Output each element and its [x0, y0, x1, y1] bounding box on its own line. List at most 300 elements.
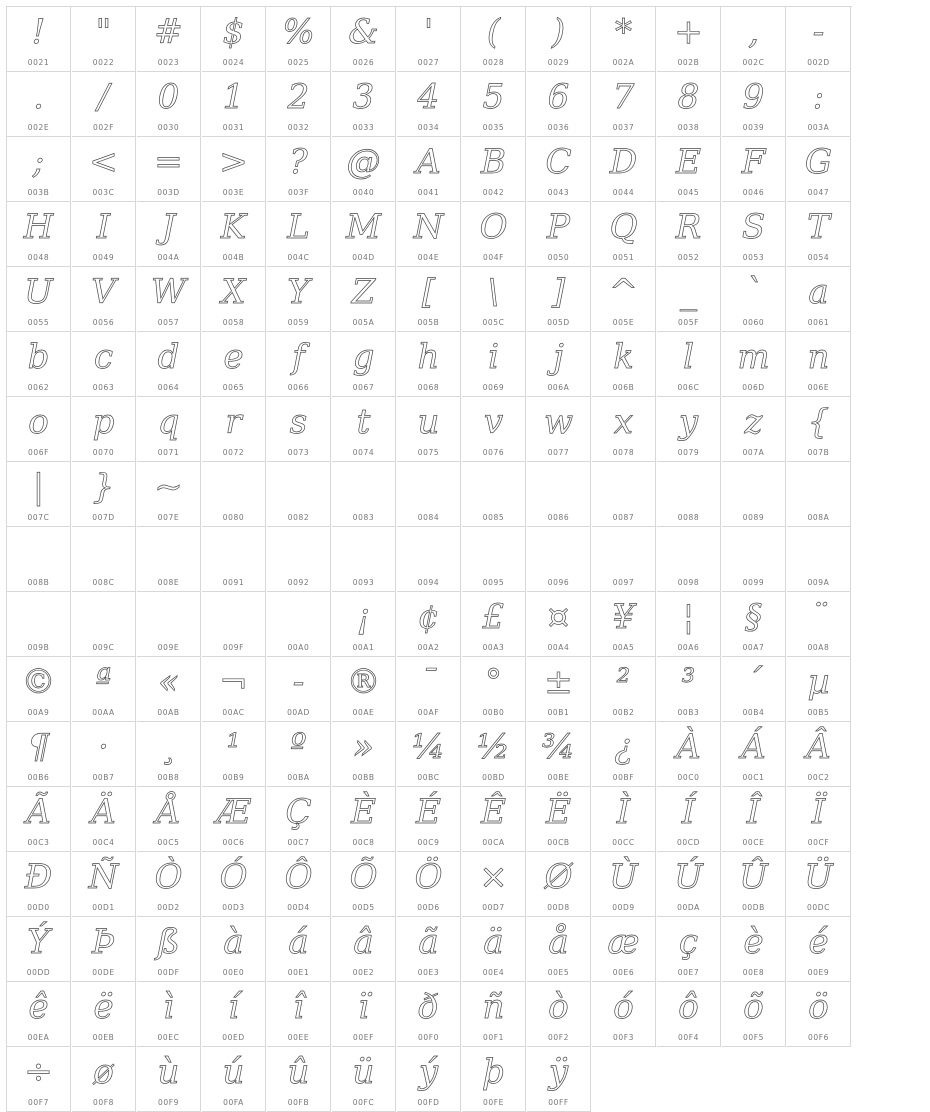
- glyph-cell[interactable]: [137, 527, 201, 592]
- glyph-cell[interactable]: [592, 527, 656, 592]
- glyph-cell[interactable]: [397, 527, 461, 592]
- glyph-cell[interactable]: [397, 722, 461, 787]
- glyph-cell[interactable]: [397, 72, 461, 137]
- glyph-codepoint: 0073: [287, 448, 310, 457]
- glyph-cell[interactable]: [72, 1047, 136, 1112]
- glyph-cell[interactable]: [7, 267, 71, 332]
- glyph-preview: ß: [157, 922, 180, 962]
- glyph-codepoint: 0039: [742, 123, 765, 132]
- glyph-cell[interactable]: [202, 592, 266, 657]
- glyph-codepoint: 0064: [157, 383, 180, 392]
- glyph-preview: M: [346, 207, 381, 247]
- glyph-cell[interactable]: [397, 7, 461, 72]
- glyph-cell[interactable]: [592, 137, 656, 202]
- glyph-codepoint: 00B9: [222, 773, 245, 782]
- glyph-cell[interactable]: [527, 722, 591, 787]
- glyph-cell[interactable]: [462, 592, 526, 657]
- glyph-cell[interactable]: [592, 592, 656, 657]
- glyph-preview: C: [545, 142, 572, 182]
- glyph-cell[interactable]: [592, 982, 656, 1047]
- glyph-cell[interactable]: [72, 462, 136, 527]
- glyph-preview: q: [157, 402, 180, 442]
- glyph-cell[interactable]: [462, 1047, 526, 1112]
- glyph-cell[interactable]: [72, 657, 136, 722]
- glyph-cell[interactable]: [462, 917, 526, 982]
- glyph-preview: Ó: [219, 857, 248, 897]
- glyph-cell[interactable]: [787, 787, 851, 852]
- glyph-codepoint: 0045: [677, 188, 700, 197]
- glyph-cell[interactable]: [657, 72, 721, 137]
- glyph-cell[interactable]: [527, 592, 591, 657]
- glyph-codepoint: 007C: [27, 513, 50, 522]
- glyph-cell[interactable]: [202, 7, 266, 72]
- glyph-codepoint: 00E7: [677, 968, 700, 977]
- glyph-cell[interactable]: [267, 527, 331, 592]
- glyph-cell[interactable]: [397, 982, 461, 1047]
- glyph-codepoint: 00B6: [27, 773, 50, 782]
- glyph-codepoint: 0051: [612, 253, 635, 262]
- glyph-codepoint: 00C2: [807, 773, 830, 782]
- glyph-cell[interactable]: [462, 462, 526, 527]
- glyph-preview: ¹: [226, 727, 241, 767]
- glyph-preview: &: [348, 12, 379, 52]
- glyph-cell[interactable]: [462, 7, 526, 72]
- glyph-cell[interactable]: [7, 7, 71, 72]
- glyph-cell[interactable]: [592, 202, 656, 267]
- glyph-cell[interactable]: [332, 137, 396, 202]
- glyph-cell[interactable]: [722, 397, 786, 462]
- glyph-cell[interactable]: [202, 72, 266, 137]
- glyph-codepoint: 00B5: [807, 708, 830, 717]
- glyph-cell[interactable]: [267, 657, 331, 722]
- glyph-preview: ü: [352, 1052, 375, 1092]
- glyph-cell[interactable]: [657, 332, 721, 397]
- glyph-cell[interactable]: [137, 137, 201, 202]
- glyph-cell[interactable]: [722, 332, 786, 397]
- glyph-codepoint: 00B1: [547, 708, 570, 717]
- glyph-cell[interactable]: [722, 592, 786, 657]
- glyph-cell[interactable]: [72, 917, 136, 982]
- glyph-cell[interactable]: [592, 787, 656, 852]
- glyph-cell[interactable]: [527, 657, 591, 722]
- glyph-preview: !: [31, 12, 46, 52]
- glyph-codepoint: 00C6: [222, 838, 245, 847]
- glyph-cell[interactable]: [592, 7, 656, 72]
- glyph-cell[interactable]: [462, 72, 526, 137]
- glyph-cell[interactable]: [462, 267, 526, 332]
- glyph-cell[interactable]: [787, 397, 851, 462]
- glyph-codepoint: 004D: [352, 253, 375, 262]
- glyph-cell[interactable]: [202, 202, 266, 267]
- glyph-preview: Ú: [674, 857, 703, 897]
- glyph-codepoint: 00C0: [677, 773, 700, 782]
- glyph-cell[interactable]: [527, 787, 591, 852]
- glyph-cell[interactable]: [267, 722, 331, 787]
- glyph-cell[interactable]: [137, 202, 201, 267]
- glyph-cell[interactable]: [72, 787, 136, 852]
- glyph-cell[interactable]: [462, 332, 526, 397]
- glyph-cell[interactable]: [332, 397, 396, 462]
- glyph-cell[interactable]: [397, 852, 461, 917]
- glyph-cell[interactable]: [722, 202, 786, 267]
- glyph-cell[interactable]: [722, 787, 786, 852]
- glyph-cell[interactable]: [657, 787, 721, 852]
- glyph-cell[interactable]: [527, 7, 591, 72]
- glyph-cell[interactable]: [657, 527, 721, 592]
- glyph-cell[interactable]: [332, 72, 396, 137]
- glyph-preview: e: [223, 337, 244, 377]
- glyph-cell[interactable]: [657, 852, 721, 917]
- glyph-cell[interactable]: [397, 917, 461, 982]
- glyph-cell[interactable]: [137, 592, 201, 657]
- glyph-cell[interactable]: [332, 592, 396, 657]
- glyph-preview: P: [547, 207, 570, 247]
- glyph-cell[interactable]: [202, 137, 266, 202]
- glyph-cell[interactable]: [202, 722, 266, 787]
- glyph-cell[interactable]: [722, 72, 786, 137]
- glyph-preview: ±: [544, 662, 573, 702]
- glyph-cell[interactable]: [592, 397, 656, 462]
- glyph-preview: V: [91, 272, 116, 312]
- glyph-preview: [657, 529, 720, 575]
- glyph-cell[interactable]: [527, 202, 591, 267]
- glyph-cell[interactable]: [527, 332, 591, 397]
- glyph-cell[interactable]: [462, 982, 526, 1047]
- glyph-cell[interactable]: [137, 462, 201, 527]
- glyph-codepoint: 0079: [677, 448, 700, 457]
- glyph-cell[interactable]: [267, 982, 331, 1047]
- glyph-cell[interactable]: [397, 462, 461, 527]
- glyph-codepoint: 007B: [807, 448, 830, 457]
- glyph-cell[interactable]: [72, 202, 136, 267]
- glyph-cell[interactable]: [332, 1047, 396, 1112]
- glyph-cell[interactable]: [7, 917, 71, 982]
- glyph-cell[interactable]: [137, 7, 201, 72]
- glyph-cell[interactable]: [592, 852, 656, 917]
- glyph-cell[interactable]: [722, 852, 786, 917]
- glyph-cell[interactable]: [787, 657, 851, 722]
- glyph-preview: [722, 464, 785, 510]
- glyph-preview: #: [154, 12, 183, 52]
- glyph-cell[interactable]: [137, 1047, 201, 1112]
- glyph-cell[interactable]: [592, 72, 656, 137]
- glyph-cell[interactable]: [527, 982, 591, 1047]
- glyph-cell[interactable]: [7, 527, 71, 592]
- glyph-cell[interactable]: [137, 852, 201, 917]
- glyph-cell[interactable]: [72, 722, 136, 787]
- glyph-cell[interactable]: [7, 202, 71, 267]
- glyph-cell[interactable]: [332, 202, 396, 267]
- glyph-cell[interactable]: [332, 982, 396, 1047]
- glyph-cell[interactable]: [657, 267, 721, 332]
- glyph-preview: ): [551, 12, 566, 52]
- glyph-preview: |: [32, 467, 45, 507]
- glyph-cell[interactable]: [332, 7, 396, 72]
- glyph-cell[interactable]: [72, 982, 136, 1047]
- glyph-cell[interactable]: [527, 462, 591, 527]
- glyph-preview: y: [678, 402, 699, 442]
- glyph-preview: ¦: [682, 597, 695, 637]
- glyph-cell[interactable]: [592, 657, 656, 722]
- glyph-preview: [72, 529, 135, 575]
- glyph-cell[interactable]: [202, 332, 266, 397]
- glyph-preview: ': [423, 12, 434, 52]
- glyph-cell[interactable]: [787, 202, 851, 267]
- glyph-cell[interactable]: [787, 332, 851, 397]
- glyph-cell[interactable]: [332, 462, 396, 527]
- glyph-cell[interactable]: [722, 137, 786, 202]
- glyph-cell[interactable]: [7, 852, 71, 917]
- glyph-cell[interactable]: [137, 72, 201, 137]
- glyph-preview: z: [744, 402, 763, 442]
- glyph-cell[interactable]: [202, 462, 266, 527]
- glyph-cell[interactable]: [137, 397, 201, 462]
- glyph-cell[interactable]: [722, 462, 786, 527]
- glyph-cell[interactable]: [332, 722, 396, 787]
- glyph-cell[interactable]: [722, 982, 786, 1047]
- glyph-cell[interactable]: [72, 592, 136, 657]
- glyph-codepoint: 00CF: [807, 838, 830, 847]
- glyph-cell[interactable]: [72, 267, 136, 332]
- glyph-preview: [787, 529, 850, 575]
- glyph-cell[interactable]: [7, 72, 71, 137]
- glyph-cell[interactable]: [462, 397, 526, 462]
- glyph-cell[interactable]: [787, 137, 851, 202]
- glyph-preview: Ò: [154, 857, 183, 897]
- glyph-cell[interactable]: [267, 917, 331, 982]
- glyph-cell[interactable]: [527, 72, 591, 137]
- glyph-cell[interactable]: [462, 852, 526, 917]
- glyph-cell[interactable]: [267, 787, 331, 852]
- glyph-preview: [202, 464, 265, 510]
- glyph-preview: g: [352, 337, 375, 377]
- glyph-cell[interactable]: [267, 7, 331, 72]
- glyph-cell[interactable]: [267, 592, 331, 657]
- glyph-cell[interactable]: [137, 657, 201, 722]
- glyph-cell[interactable]: [332, 787, 396, 852]
- glyph-cell[interactable]: [592, 722, 656, 787]
- glyph-cell[interactable]: [657, 7, 721, 72]
- glyph-cell[interactable]: [267, 332, 331, 397]
- glyph-cell[interactable]: [657, 397, 721, 462]
- glyph-codepoint: 00C9: [417, 838, 440, 847]
- glyph-cell[interactable]: [787, 982, 851, 1047]
- glyph-codepoint: 00D3: [222, 903, 245, 912]
- glyph-cell[interactable]: [72, 137, 136, 202]
- glyph-cell[interactable]: [592, 917, 656, 982]
- glyph-cell[interactable]: [527, 527, 591, 592]
- glyph-cell[interactable]: [397, 1047, 461, 1112]
- glyph-cell[interactable]: [137, 267, 201, 332]
- glyph-preview: Þ: [92, 922, 115, 962]
- glyph-cell[interactable]: [657, 657, 721, 722]
- glyph-codepoint: 00BA: [287, 773, 310, 782]
- glyph-cell[interactable]: [137, 722, 201, 787]
- glyph-cell[interactable]: [7, 397, 71, 462]
- glyph-cell[interactable]: [657, 982, 721, 1047]
- glyph-cell[interactable]: [787, 917, 851, 982]
- glyph-cell[interactable]: [527, 267, 591, 332]
- glyph-cell[interactable]: [202, 267, 266, 332]
- glyph-cell[interactable]: [267, 397, 331, 462]
- glyph-cell[interactable]: [397, 787, 461, 852]
- glyph-cell[interactable]: [657, 462, 721, 527]
- glyph-cell[interactable]: [267, 852, 331, 917]
- glyph-cell[interactable]: [787, 527, 851, 592]
- glyph-cell[interactable]: [657, 202, 721, 267]
- glyph-cell[interactable]: [527, 1047, 591, 1112]
- glyph-codepoint: 0050: [547, 253, 570, 262]
- glyph-cell[interactable]: [787, 7, 851, 72]
- glyph-cell[interactable]: [7, 332, 71, 397]
- glyph-cell[interactable]: [137, 332, 201, 397]
- glyph-preview: W: [151, 272, 186, 312]
- glyph-cell[interactable]: [462, 527, 526, 592]
- glyph-cell[interactable]: [202, 982, 266, 1047]
- glyph-cell[interactable]: [332, 527, 396, 592]
- glyph-cell[interactable]: [397, 267, 461, 332]
- glyph-cell[interactable]: [397, 137, 461, 202]
- glyph-cell[interactable]: [267, 1047, 331, 1112]
- glyph-cell[interactable]: [202, 1047, 266, 1112]
- glyph-cell[interactable]: [202, 657, 266, 722]
- glyph-codepoint: 00CC: [612, 838, 635, 847]
- glyph-preview: ÿ: [548, 1052, 569, 1092]
- glyph-codepoint: 0077: [547, 448, 570, 457]
- glyph-cell[interactable]: [7, 1047, 71, 1112]
- glyph-preview: l: [683, 337, 694, 377]
- glyph-cell[interactable]: [7, 137, 71, 202]
- glyph-cell[interactable]: [787, 592, 851, 657]
- glyph-cell[interactable]: [202, 852, 266, 917]
- glyph-preview: [72, 594, 135, 640]
- glyph-codepoint: 00A7: [742, 643, 765, 652]
- glyph-codepoint: 0023: [157, 58, 180, 67]
- glyph-cell[interactable]: [397, 332, 461, 397]
- glyph-cell[interactable]: [267, 267, 331, 332]
- glyph-cell[interactable]: [657, 722, 721, 787]
- glyph-cell-blank: [657, 1047, 721, 1112]
- glyph-cell[interactable]: [592, 462, 656, 527]
- glyph-cell[interactable]: [527, 852, 591, 917]
- glyph-preview: Ø: [544, 857, 573, 897]
- glyph-codepoint: 0092: [287, 578, 310, 587]
- glyph-cell[interactable]: [657, 917, 721, 982]
- glyph-cell[interactable]: [72, 397, 136, 462]
- glyph-codepoint: 003E: [222, 188, 245, 197]
- glyph-cell[interactable]: [7, 657, 71, 722]
- glyph-cell[interactable]: [72, 852, 136, 917]
- glyph-cell[interactable]: [462, 202, 526, 267]
- glyph-cell[interactable]: [787, 722, 851, 787]
- glyph-codepoint: 0098: [677, 578, 700, 587]
- glyph-preview: ì: [163, 987, 174, 1027]
- glyph-cell[interactable]: [462, 137, 526, 202]
- glyph-cell[interactable]: [722, 657, 786, 722]
- glyph-cell[interactable]: [267, 72, 331, 137]
- glyph-cell[interactable]: [332, 332, 396, 397]
- glyph-cell[interactable]: [202, 397, 266, 462]
- glyph-cell[interactable]: [722, 267, 786, 332]
- glyph-cell[interactable]: [527, 397, 591, 462]
- glyph-cell[interactable]: [7, 462, 71, 527]
- glyph-cell[interactable]: [332, 657, 396, 722]
- glyph-codepoint: 0095: [482, 578, 505, 587]
- glyph-preview: r: [225, 402, 242, 442]
- glyph-cell[interactable]: [722, 917, 786, 982]
- glyph-cell[interactable]: [72, 7, 136, 72]
- glyph-cell[interactable]: [592, 332, 656, 397]
- glyph-cell[interactable]: [397, 397, 461, 462]
- glyph-cell[interactable]: [202, 787, 266, 852]
- glyph-preview: «: [158, 662, 179, 702]
- glyph-cell[interactable]: [397, 592, 461, 657]
- glyph-cell[interactable]: [462, 722, 526, 787]
- glyph-preview: ®: [346, 662, 381, 702]
- glyph-cell[interactable]: [332, 852, 396, 917]
- glyph-codepoint: 007A: [742, 448, 765, 457]
- glyph-preview: Q: [609, 207, 638, 247]
- glyph-cell[interactable]: [787, 852, 851, 917]
- glyph-codepoint: 00FD: [417, 1098, 440, 1107]
- glyph-cell[interactable]: [7, 592, 71, 657]
- glyph-codepoint: 00DC: [807, 903, 830, 912]
- glyph-cell[interactable]: [527, 917, 591, 982]
- glyph-cell[interactable]: [7, 982, 71, 1047]
- glyph-cell[interactable]: [267, 462, 331, 527]
- glyph-cell[interactable]: [7, 787, 71, 852]
- glyph-cell[interactable]: [657, 592, 721, 657]
- glyph-cell[interactable]: [137, 982, 201, 1047]
- glyph-preview: Ä: [91, 792, 116, 832]
- glyph-codepoint: 0087: [612, 513, 635, 522]
- glyph-cell[interactable]: [332, 267, 396, 332]
- glyph-cell[interactable]: [722, 7, 786, 72]
- glyph-cell[interactable]: [397, 202, 461, 267]
- glyph-cell[interactable]: [397, 657, 461, 722]
- glyph-cell[interactable]: [462, 787, 526, 852]
- glyph-cell[interactable]: [462, 657, 526, 722]
- glyph-codepoint: 00E6: [612, 968, 635, 977]
- glyph-cell[interactable]: [787, 72, 851, 137]
- glyph-codepoint: 00A9: [27, 708, 50, 717]
- glyph-cell[interactable]: [137, 917, 201, 982]
- glyph-cell[interactable]: [72, 527, 136, 592]
- glyph-codepoint: 0084: [417, 513, 440, 522]
- glyph-cell[interactable]: [722, 722, 786, 787]
- glyph-cell[interactable]: [202, 917, 266, 982]
- glyph-cell[interactable]: [592, 267, 656, 332]
- glyph-cell[interactable]: [72, 72, 136, 137]
- glyph-cell[interactable]: [267, 137, 331, 202]
- glyph-codepoint: 0083: [352, 513, 375, 522]
- glyph-cell[interactable]: [787, 462, 851, 527]
- glyph-preview: ý: [418, 1052, 439, 1092]
- glyph-cell[interactable]: [787, 267, 851, 332]
- glyph-cell[interactable]: [332, 917, 396, 982]
- glyph-cell[interactable]: [657, 137, 721, 202]
- glyph-cell[interactable]: [722, 527, 786, 592]
- glyph-codepoint: 002F: [92, 123, 115, 132]
- glyph-cell[interactable]: [72, 332, 136, 397]
- glyph-cell[interactable]: [137, 787, 201, 852]
- glyph-cell[interactable]: [202, 527, 266, 592]
- glyph-cell[interactable]: [7, 722, 71, 787]
- glyph-cell[interactable]: [527, 137, 591, 202]
- glyph-cell[interactable]: [267, 202, 331, 267]
- glyph-preview: E: [676, 142, 701, 182]
- glyph-codepoint: 0041: [417, 188, 440, 197]
